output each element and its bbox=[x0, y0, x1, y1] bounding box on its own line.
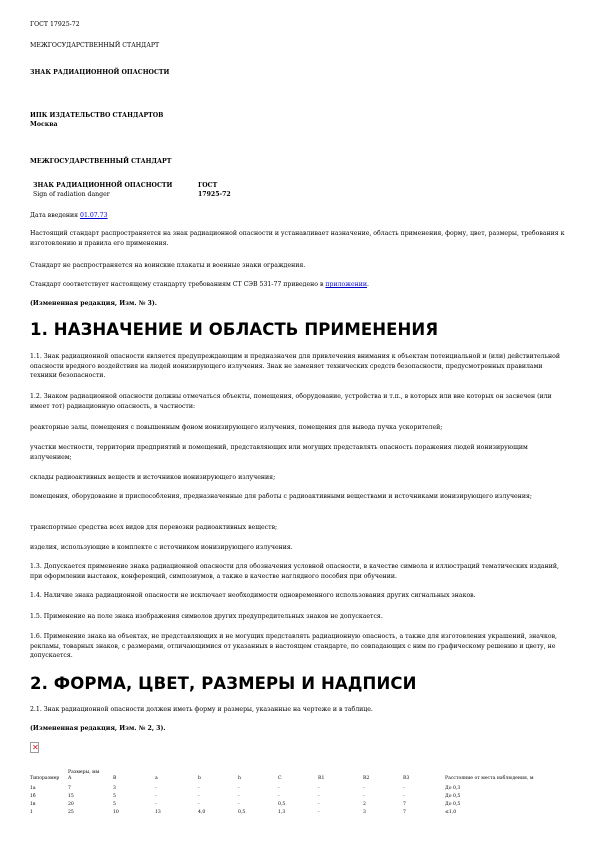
amendment-note-1: (Измененная редакция, Изм. № 3). bbox=[30, 300, 157, 307]
standard-type-2: МЕЖГОСУДАРСТВЕННЫЙ СТАНДАРТ bbox=[30, 158, 172, 165]
table-cell: - bbox=[363, 794, 365, 799]
table-cell: До 0,3 bbox=[445, 786, 461, 791]
table-header-cell: B bbox=[113, 776, 117, 781]
section-1-heading: 1. НАЗНАЧЕНИЕ И ОБЛАСТЬ ПРИМЕНЕНИЯ bbox=[30, 320, 439, 339]
publisher: ИПК ИЗДАТЕЛЬСТВО СТАНДАРТОВ bbox=[30, 112, 164, 119]
table-header-cell: R1 bbox=[318, 776, 325, 781]
table-cell: 7 bbox=[68, 786, 71, 791]
table-cell: 1,3 bbox=[278, 810, 286, 815]
paragraph-1-4: 1.4. Наличие знака радиационной опасности не исключает необходимости одновременного использования других сигнальных знаков. bbox=[30, 592, 476, 599]
table-cell: 4,0 bbox=[198, 810, 206, 815]
table-cell: - bbox=[278, 794, 280, 799]
paragraph-2-1: 2.1. Знак радиационной опасности должен иметь форму и размеры, указанные на чертеже и в таблице. bbox=[30, 706, 373, 713]
table-header-cell: a bbox=[155, 776, 158, 781]
table-cell: - bbox=[403, 794, 405, 799]
broken-image-icon: ✕ bbox=[32, 743, 39, 752]
paragraph-1-5: 1.5. Применение на поле знака изображения символов других предупредительных знаков не допускается. bbox=[30, 613, 383, 620]
table-header-cell: Типоразмер bbox=[30, 776, 60, 781]
table-cell: До 0,5 bbox=[445, 802, 461, 807]
scope-paragraph: Настоящий стандарт распространяется на знак радиационной опасности и устанавливает назначение, область применения, форму, цвет, размеры, требования к изготовлению и правила его применения. bbox=[30, 230, 565, 247]
table-cell: - bbox=[198, 802, 200, 807]
paragraph-1-2: 1.2. Знаком радиационной опасности должны отмечаться объекты, помещения, оборудование, устройства и т.п., в которых или вне которых он засвечен (или имеет тот) радиационную опасность, в частности: bbox=[30, 393, 552, 410]
table-header-cell: b bbox=[198, 776, 201, 781]
table-header-cell: Расстояние от места наблюдения, м bbox=[445, 776, 534, 781]
table-cell: 3 bbox=[113, 786, 116, 791]
table-cell: - bbox=[155, 802, 157, 807]
table-cell: - bbox=[198, 786, 200, 791]
military-paragraph: Стандарт не распространяется на воинские плакаты и военные знаки ограждения. bbox=[30, 262, 306, 269]
table-cell: ≤1,0 bbox=[445, 810, 457, 815]
compliance-paragraph: Стандарт соответствует настоящему стандарту требованиям СТ СЭВ 531-77 приведено в приложении. bbox=[30, 281, 369, 288]
table-cell: 1 bbox=[30, 810, 33, 815]
table-cell: 0,5 bbox=[238, 810, 246, 815]
table-cell: - bbox=[318, 794, 320, 799]
table-cell: 1в bbox=[30, 802, 36, 807]
table-header-cell: C bbox=[278, 776, 282, 781]
list-item: изделия, использующие в комплекте с источником ионизирующего излучения. bbox=[30, 544, 293, 551]
table-cell: 2 bbox=[363, 802, 366, 807]
table-cell: 10 bbox=[113, 810, 119, 815]
table-cell: 7 bbox=[403, 802, 406, 807]
table-cell: - bbox=[363, 786, 365, 791]
table-cell: - bbox=[238, 794, 240, 799]
city: Москва bbox=[30, 121, 58, 128]
gost-code: ГОСТ 17925-72 bbox=[30, 21, 80, 28]
table-header-cell: R2 bbox=[363, 776, 370, 781]
table-cell: - bbox=[318, 810, 320, 815]
table-header-cell: A bbox=[68, 776, 72, 781]
paragraph-1-6: 1.6. Применение знака на объектах, не представляющих и не могущих представлять радиационную опасность, а также для изготовления украшений, значков, рекламы, товарных знаков, с размерами, отличающимися от указанных в настоящем стандарте, по совпадающих с ним по графическому решению и цвету, не допускается. bbox=[30, 633, 558, 659]
list-item: транспортные средства всех видов для перевозки радиоактивных веществ; bbox=[30, 524, 278, 531]
table-cell: 1a bbox=[30, 786, 36, 791]
standard-type: МЕЖГОСУДАРСТВЕННЫЙ СТАНДАРТ bbox=[30, 42, 160, 49]
section-2-heading: 2. ФОРМА, ЦВЕТ, РАЗМЕРЫ И НАДПИСИ bbox=[30, 674, 417, 693]
amendment-note-2: (Измененная редакция, Изм. № 2, 3). bbox=[30, 725, 166, 732]
list-item: склады радиоактивных веществ и источников ионизирующего излучения; bbox=[30, 474, 276, 481]
paragraph-1-3: 1.3. Допускается применение знака радиационной опасности для обозначения условной опасности, в качестве символа и иллюстраций тематических изданий, при оформлении выставок, конференций, симпозиумов, а также в качестве наглядного пособия при обучении. bbox=[30, 563, 559, 580]
intro-date bbox=[30, 211, 108, 220]
table-cell: 1б bbox=[30, 794, 36, 799]
table-cell: 7 bbox=[403, 810, 406, 815]
table-cell: 0,5 bbox=[278, 802, 286, 807]
appendix-link[interactable]: приложении bbox=[325, 281, 367, 288]
table-cell: - bbox=[198, 794, 200, 799]
table-cell: 5 bbox=[113, 802, 116, 807]
table-cell: 20 bbox=[68, 802, 74, 807]
table-cell: - bbox=[238, 802, 240, 807]
table-cell: 15 bbox=[68, 794, 74, 799]
table-cell: 3 bbox=[363, 810, 366, 815]
list-item: реакторные залы, помещения с повышенным фоном ионизирующего излучения, помещения для вывода пучка ускорителей; bbox=[30, 424, 443, 431]
table-cell: - bbox=[403, 786, 405, 791]
intro-date-value[interactable]: 01.07.73 bbox=[80, 212, 108, 219]
table-cell: - bbox=[155, 794, 157, 799]
title-name-ru: ЗНАК РАДИАЦИОННОЙ ОПАСНОСТИ bbox=[33, 182, 173, 189]
table-cell: - bbox=[318, 802, 320, 807]
table-cell: - bbox=[238, 786, 240, 791]
paragraph-1-1: 1.1. Знак радиационной опасности является предупреждающим и предназначен для привлечения внимания к объектам потенциальной и (или) действительной опасности вредного воздействия на людей ионизирующего излучения. Знак не заменяет технических средств безопасности, предусмотренных правилами техники безопасности. bbox=[30, 353, 560, 379]
table-cell: - bbox=[318, 786, 320, 791]
title-name-en: Sign of radiation danger bbox=[33, 191, 110, 198]
table-cell: 25 bbox=[68, 810, 74, 815]
table-cell: - bbox=[278, 786, 280, 791]
table-header-cell: h bbox=[238, 776, 241, 781]
title-gost-number: 17925-72 bbox=[198, 191, 231, 198]
table-cell: До 0,5 bbox=[445, 794, 461, 799]
list-item: участки местности, территории предприятий и помещений, представляющих или могущих представлять опасность поражения людей ионизирующим излучением; bbox=[30, 444, 528, 461]
list-item: помещения, оборудование и приспособления, предназначенные для работы с радиоактивными веществами и источниками ионизирующего излучения; bbox=[30, 493, 532, 500]
intro-date-label: Дата введения bbox=[30, 212, 79, 219]
title-gost-label: ГОСТ bbox=[198, 182, 218, 189]
table-header-cell: R3 bbox=[403, 776, 410, 781]
table-units-label: Размеры, мм bbox=[68, 770, 100, 775]
table-cell: - bbox=[155, 786, 157, 791]
table-cell: 5 bbox=[113, 794, 116, 799]
table-cell: 13 bbox=[155, 810, 161, 815]
document-title-upper: ЗНАК РАДИАЦИОННОЙ ОПАСНОСТИ bbox=[30, 69, 170, 76]
